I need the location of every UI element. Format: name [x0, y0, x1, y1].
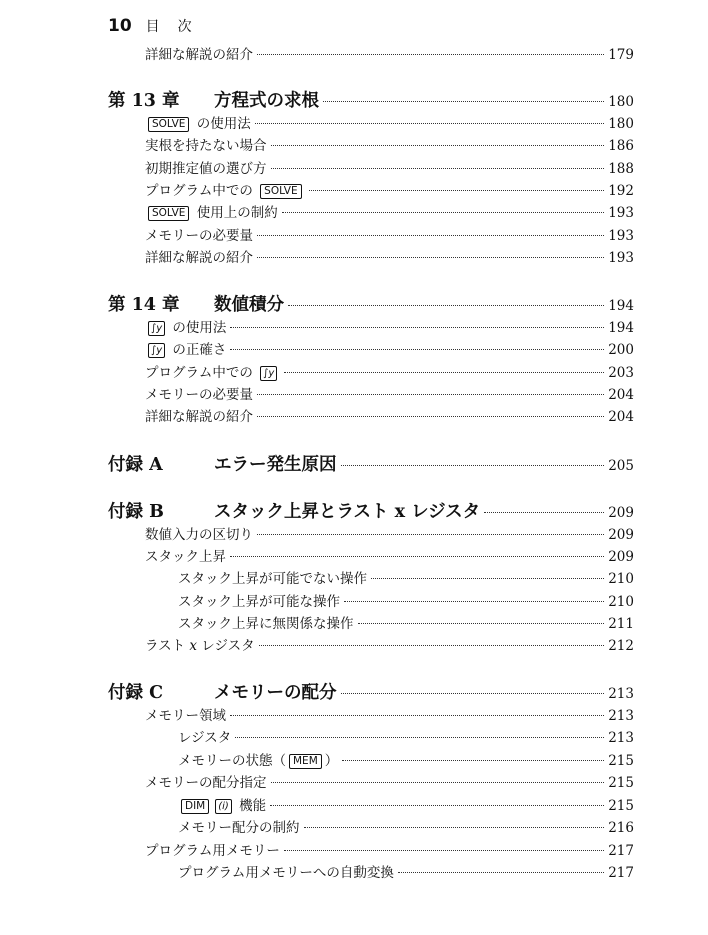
page-ref: 193 [608, 250, 634, 266]
dot-leader [341, 465, 605, 466]
toc-entry-row[interactable] [145, 43, 634, 63]
page-ref: 210 [608, 594, 634, 610]
page-ref: 204 [608, 387, 634, 403]
toc-entry-row[interactable] [145, 634, 634, 654]
page-ref: 211 [608, 616, 634, 632]
entry-text: の使用法 [192, 116, 251, 132]
toc-chapter-row[interactable] [108, 451, 634, 476]
chapter-label: 付録 C [108, 683, 164, 703]
dot-leader [323, 101, 604, 102]
page-title: 目次 [145, 19, 210, 35]
entry-text: レジスタ [178, 730, 232, 746]
chapter-label: 第 13 章 [108, 91, 180, 111]
entry-text: の正確さ [168, 342, 227, 358]
page-ref: 200 [608, 342, 634, 358]
entry-text: メモリーの必要量 [145, 387, 253, 403]
page-ref: 180 [608, 116, 634, 132]
entry-text: の使用法 [168, 320, 227, 336]
chapter-title: 方程式の求根 [214, 91, 319, 111]
entry-text: 初期推定値の選び方 [145, 161, 267, 177]
toc-entry-row[interactable] [145, 771, 634, 791]
chapter-title: エラー発生原因 [214, 455, 337, 475]
chapter-title: 数値積分 [214, 295, 284, 315]
toc-entry-row[interactable] [145, 316, 634, 336]
dot-leader [230, 327, 604, 328]
dot-leader [257, 257, 604, 258]
entry-text: ラスト [145, 638, 190, 654]
page-ref: 210 [608, 571, 634, 587]
calculator-key-label: ∫y [148, 321, 165, 336]
dot-leader [371, 578, 604, 579]
entry-title [145, 43, 253, 63]
dot-leader [284, 372, 604, 373]
calculator-key-label: SOLVE [148, 206, 189, 221]
entry-title [178, 816, 300, 836]
page-ref: 215 [608, 775, 634, 791]
toc-entry-row[interactable] [145, 383, 634, 403]
entry-title [145, 383, 253, 403]
entry-title [145, 112, 251, 132]
entry-text: 実根を持たない場合 [145, 138, 267, 154]
entry-text: メモリーの状態（ [178, 753, 286, 769]
dot-leader [270, 805, 604, 806]
entry-text: スタック上昇 [145, 549, 226, 565]
entry-text: 詳細な解説の紹介 [145, 250, 253, 266]
dot-leader [344, 601, 604, 602]
dot-leader [309, 190, 604, 191]
entry-text: 詳細な解説の紹介 [145, 47, 253, 63]
dot-leader [271, 782, 605, 783]
page-ref: 216 [608, 820, 634, 836]
calculator-key-label: MEM [289, 754, 322, 769]
dot-leader [271, 168, 605, 169]
entry-text: 詳細な解説の紹介 [145, 409, 253, 425]
dot-leader [257, 394, 604, 395]
toc-entry-row[interactable] [145, 839, 634, 859]
dot-leader [304, 827, 605, 828]
toc-entry-row[interactable] [145, 361, 634, 381]
entry-title [145, 316, 226, 336]
toc-entry-row[interactable] [178, 861, 634, 881]
entry-title [145, 771, 267, 791]
dot-leader [288, 305, 604, 306]
entry-title [145, 338, 226, 358]
entry-text: プログラム中での [145, 365, 258, 381]
dot-leader [484, 512, 604, 513]
toc-entry-row[interactable] [145, 545, 634, 565]
toc-chapter-row[interactable] [108, 498, 634, 523]
page-ref: 180 [608, 94, 634, 110]
page-ref: 215 [608, 798, 634, 814]
entry-text: レジスタ [197, 638, 255, 654]
chapter-label: 付録 A [108, 455, 163, 475]
dot-leader [259, 645, 604, 646]
toc-entry-row[interactable] [145, 224, 634, 244]
dot-leader [230, 349, 604, 350]
toc-entry-row[interactable] [145, 704, 634, 724]
toc-entry-row[interactable] [145, 112, 634, 132]
toc-entry-row[interactable] [178, 726, 634, 746]
toc-entry-row[interactable] [178, 749, 634, 769]
calculator-key-label: ∫y [148, 343, 165, 358]
page-ref: 179 [608, 47, 634, 63]
page-ref: 194 [608, 320, 634, 336]
page-ref: 217 [608, 843, 634, 859]
calculator-key-label: (i) [215, 799, 232, 814]
entry-text: 使用上の制約 [192, 205, 278, 221]
dot-leader [257, 416, 604, 417]
page-ref: 217 [608, 865, 634, 881]
page-ref: 204 [608, 409, 634, 425]
entry-text: プログラム用メモリー [145, 843, 280, 859]
dot-leader [257, 235, 604, 236]
chapter-title: スタック上昇とラスト x レジスタ [214, 502, 481, 522]
dot-leader [255, 123, 604, 124]
dot-leader [342, 760, 604, 761]
page-number: 10 [108, 16, 132, 36]
toc-entry-row[interactable] [145, 246, 634, 266]
page-ref: 194 [608, 298, 634, 314]
toc-chapter-row[interactable] [108, 291, 634, 316]
entry-title [145, 704, 226, 724]
entry-title [145, 157, 267, 177]
calculator-key-label: SOLVE [148, 117, 189, 132]
dot-leader [358, 623, 605, 624]
entry-title [178, 726, 231, 746]
toc-entry-row[interactable] [145, 179, 634, 199]
page-ref: 213 [608, 730, 634, 746]
entry-text: スタック上昇が可能な操作 [178, 594, 340, 610]
dot-leader [230, 715, 604, 716]
page-ref: 192 [608, 183, 634, 199]
dot-leader [235, 737, 604, 738]
entry-text: プログラム用メモリーへの自動変換 [178, 865, 394, 881]
entry-title [145, 246, 253, 266]
entry-text: メモリーの必要量 [145, 228, 253, 244]
toc-entry-row[interactable] [145, 523, 634, 543]
entry-text: 数値入力の区切り [145, 527, 253, 543]
dot-leader [341, 693, 605, 694]
toc-entry-row[interactable] [145, 157, 634, 177]
page-ref: 212 [608, 638, 634, 654]
toc-entry-row[interactable] [145, 405, 634, 425]
entry-title [145, 405, 253, 425]
page-ref: 203 [608, 365, 634, 381]
entry-title [145, 224, 253, 244]
page-ref: 193 [608, 205, 634, 221]
dot-leader [257, 54, 604, 55]
dot-leader [271, 145, 605, 146]
entry-title [145, 361, 280, 381]
toc-entry-row[interactable] [178, 612, 634, 632]
italic-variable: x [189, 638, 198, 654]
dot-leader [398, 872, 604, 873]
dot-leader [257, 534, 604, 535]
page-ref: 209 [608, 505, 634, 521]
toc-entry-row[interactable] [145, 201, 634, 221]
entry-title [145, 545, 226, 565]
entry-text: ） [324, 753, 339, 769]
entry-title [145, 523, 253, 543]
calculator-key-label: DIM [181, 799, 209, 814]
page-ref: 209 [608, 527, 634, 543]
entry-text: スタック上昇が可能でない操作 [178, 571, 367, 587]
entry-text: メモリー領域 [145, 708, 226, 724]
entry-title [178, 861, 394, 881]
toc-entry-row[interactable] [145, 134, 634, 154]
entry-title [145, 634, 255, 654]
dot-leader [230, 556, 604, 557]
chapter-label: 第 14 章 [108, 295, 180, 315]
toc-entry-row[interactable] [178, 567, 634, 587]
entry-title [178, 749, 338, 769]
entry-text: メモリー配分の制約 [178, 820, 300, 836]
entry-title [178, 794, 266, 814]
chapter-label: 付録 B [108, 502, 164, 522]
entry-title [178, 612, 354, 632]
toc-chapter-row[interactable] [108, 87, 634, 112]
entry-title [145, 134, 267, 154]
toc-entry-row[interactable] [178, 794, 634, 814]
entry-text: スタック上昇に無関係な操作 [178, 616, 354, 632]
entry-title [178, 567, 367, 587]
entry-text: プログラム中での [145, 183, 258, 199]
calculator-key-label: ∫y [260, 366, 277, 381]
calculator-key-label: SOLVE [260, 184, 301, 199]
page-ref: 193 [608, 228, 634, 244]
page-ref: 215 [608, 753, 634, 769]
entry-title [178, 590, 340, 610]
entry-title [145, 201, 278, 221]
dot-leader [282, 212, 604, 213]
toc-entry-row[interactable] [178, 590, 634, 610]
toc-entry-row[interactable] [178, 816, 634, 836]
page-ref: 186 [608, 138, 634, 154]
page-ref: 205 [608, 458, 634, 474]
entry-text: メモリーの配分指定 [145, 775, 267, 791]
page-ref: 209 [608, 549, 634, 565]
toc-chapter-row[interactable] [108, 679, 634, 704]
page-ref: 188 [608, 161, 634, 177]
entry-title [145, 839, 280, 859]
page-ref: 213 [608, 686, 634, 702]
page-ref: 213 [608, 708, 634, 724]
page-header [108, 16, 210, 40]
dot-leader [284, 850, 604, 851]
chapter-title: メモリーの配分 [214, 683, 337, 703]
toc-entry-row[interactable] [145, 338, 634, 358]
entry-title [145, 179, 305, 199]
entry-text: 機能 [234, 798, 267, 814]
